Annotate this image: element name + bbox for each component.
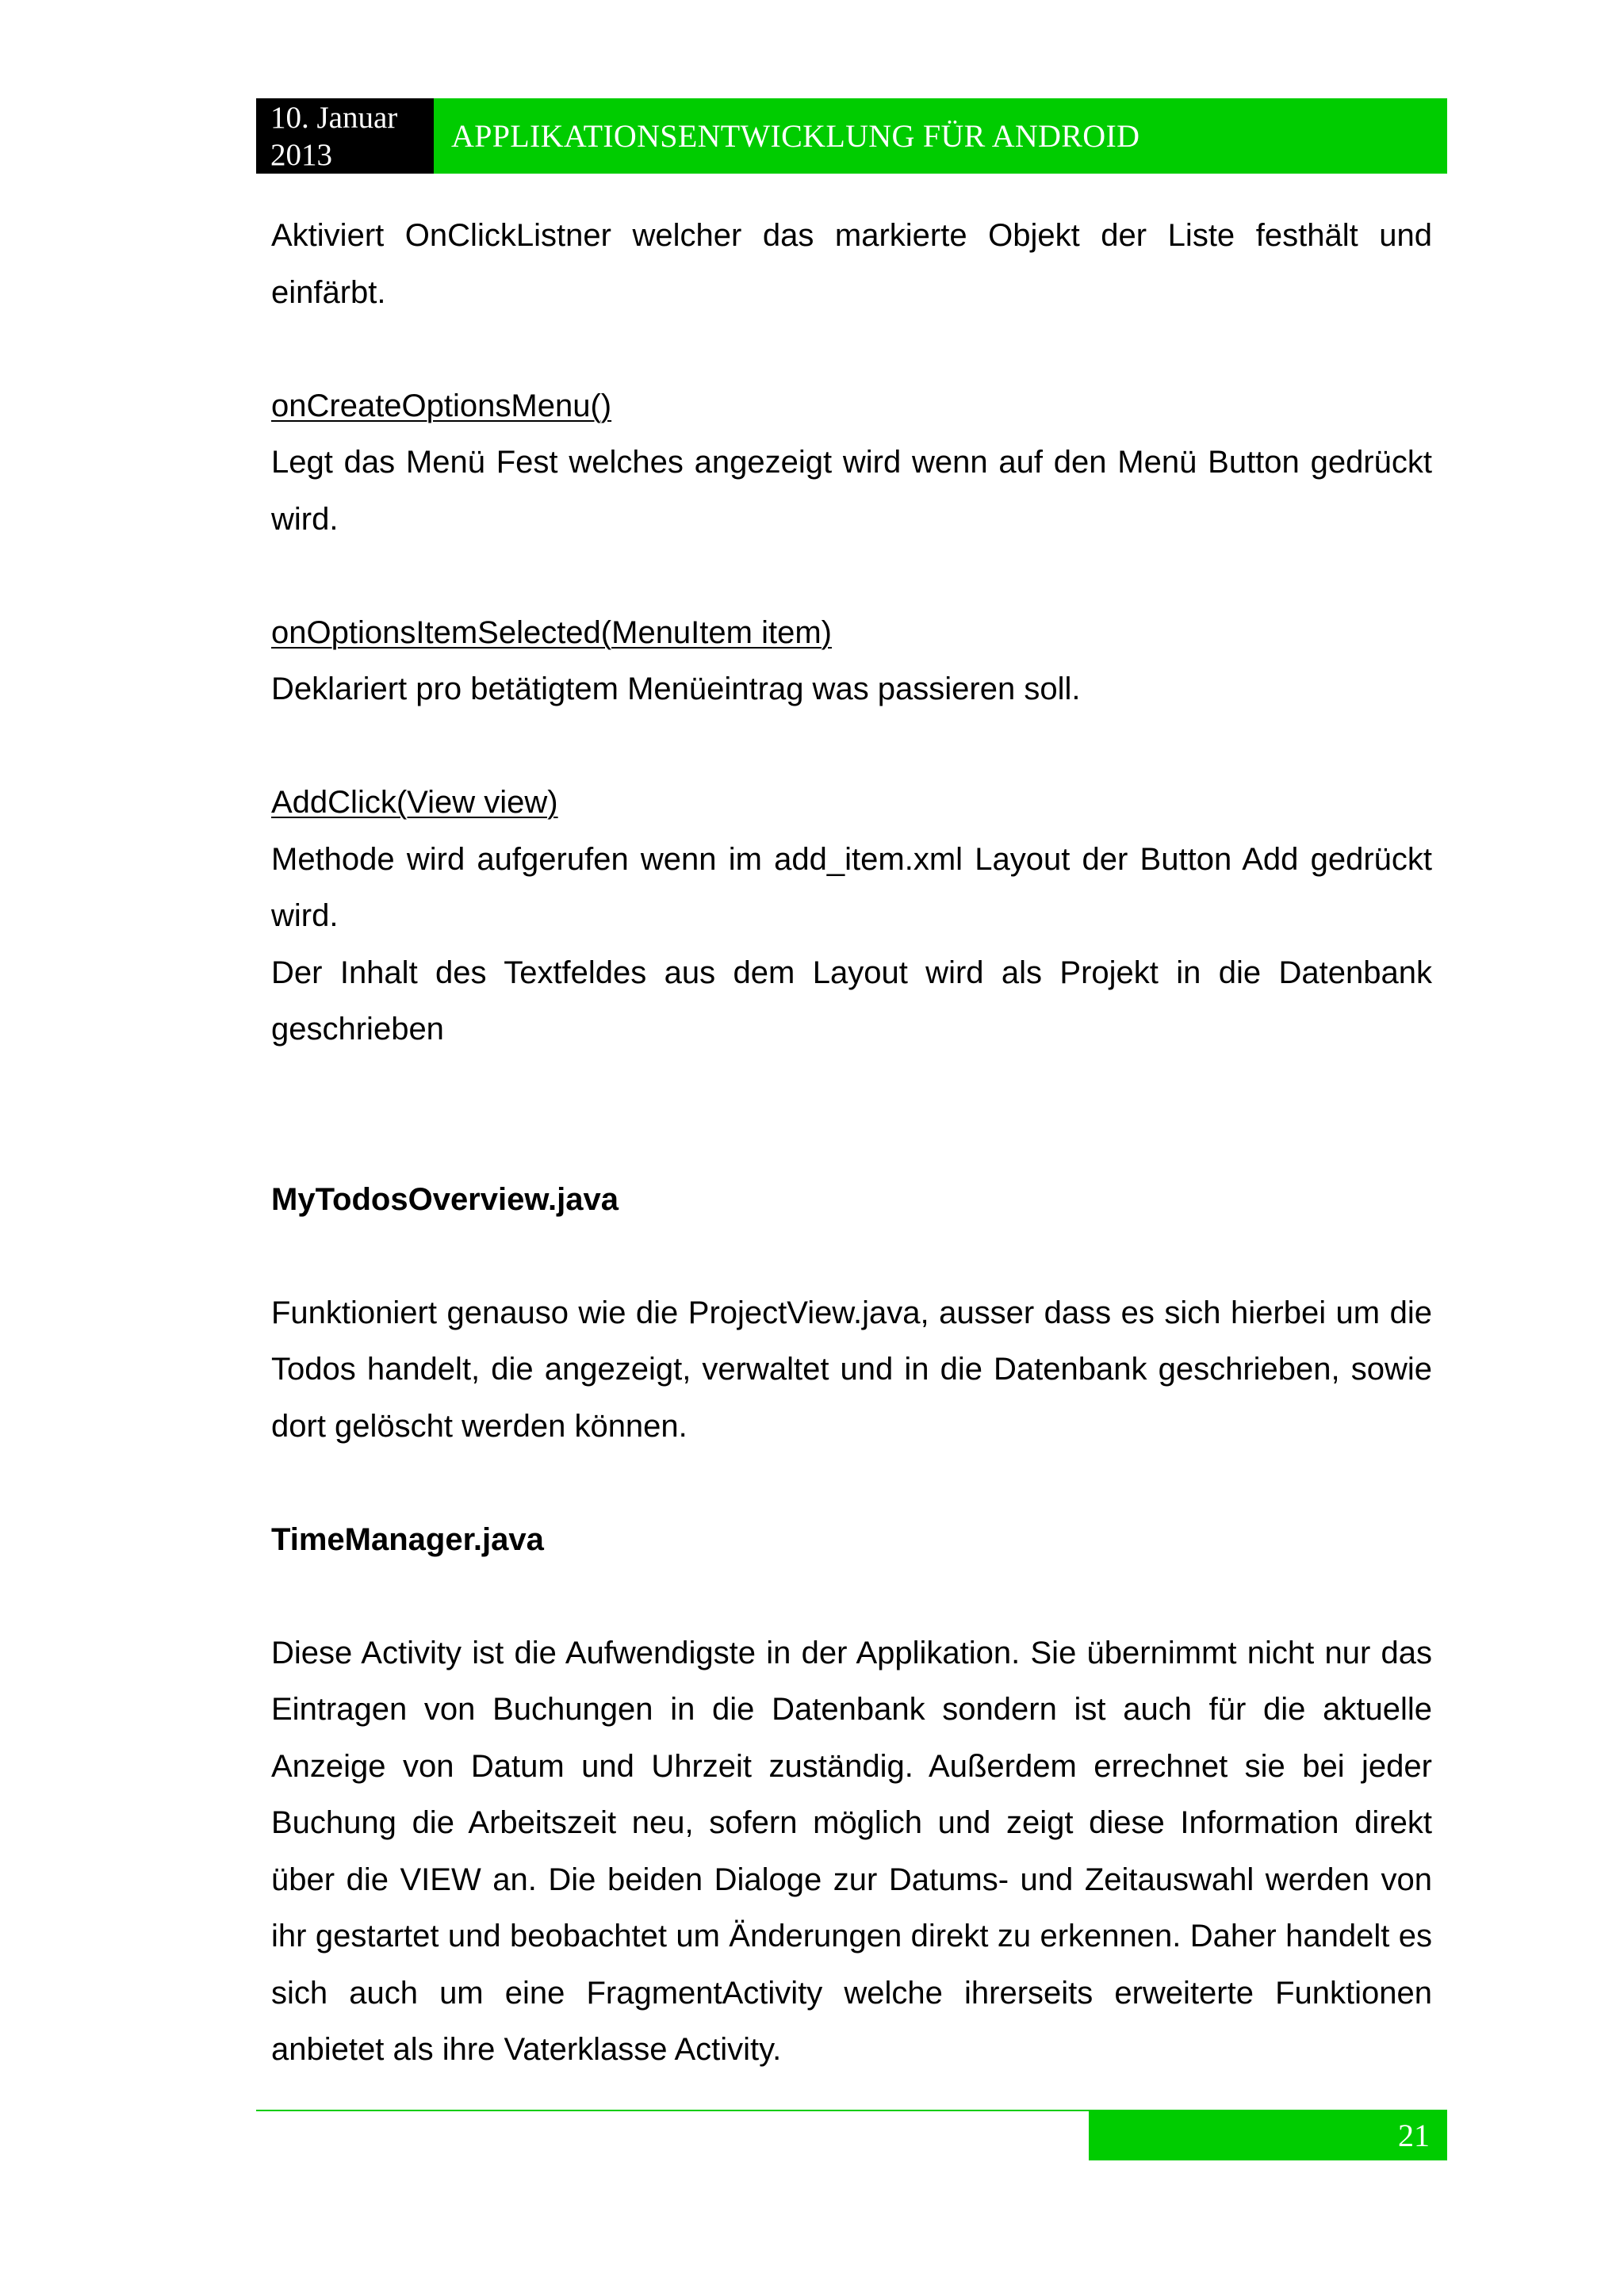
spacer — [271, 548, 1432, 605]
spacer — [271, 1058, 1432, 1172]
header-date-line2: 2013 — [270, 137, 332, 172]
intro-paragraph: Aktiviert OnClickListner welcher das markierte Objekt der Liste festhält und einfärbt. — [271, 218, 1432, 310]
section-text-timemanager: Diese Activity ist die Aufwendigste in der Applikation. Sie übernimmt nicht nur das Eintragen von Buchungen in die Datenbank sondern ist auch für die aktuelle Anzeige von Datum und Uhrzeit zuständig. Außerdem errechnet sie bei jeder Buchung die Arbeitszeit neu, sofern möglich und zeigt diese Information direkt über die VIEW an. Die beiden Dialoge zur Datums- und Zeitauswahl werden von ihr gestartet und beobachtet um Änderungen direkt zu erkennen. Daher handelt es sich auch um eine FragmentActivity welche ihrerseits erweiterte Funktionen anbietet als ihre Vaterklasse Activity. — [271, 1635, 1432, 2067]
method-addclick-description-2: Der Inhalt des Textfeldes aus dem Layout wird als Projekt in die Datenbank geschrieben — [271, 955, 1432, 1047]
page-number: 21 — [1398, 2117, 1430, 2153]
method-addclick-name: AddClick(View view) — [271, 785, 558, 820]
method-oncreateoptionsmenu-description: Legt das Menü Fest welches angezeigt wird wenn auf den Menü Button gedrückt wird. — [271, 445, 1432, 537]
method-addclick-description: Methode wird aufgerufen wenn im add_item.xml Layout der Button Add gedrückt wird. — [271, 841, 1432, 933]
spacer — [271, 1455, 1432, 1512]
method-onoptionsitemselected-description: Deklariert pro betätigtem Menüeintrag was passieren soll. — [271, 672, 1081, 706]
section-heading-mytodosoverview: MyTodosOverview.java — [271, 1181, 619, 1217]
section-text-mytodosoverview: Funktioniert genauso wie die ProjectView.java, ausser dass es sich hierbei um die Todos handelt, die angezeigt, verwaltet und in die Datenbank geschrieben, sowie dort gelöscht werden können. — [271, 1295, 1432, 1444]
page-header — [256, 98, 1447, 174]
spacer — [271, 1568, 1432, 1625]
header-date-line1: 10. Januar — [270, 100, 398, 135]
document-body — [271, 208, 1432, 2079]
page-number-box — [1089, 2110, 1447, 2160]
spacer — [271, 1228, 1432, 1285]
header-date — [256, 98, 434, 174]
header-title: APPLIKATIONSENTWICKLUNG FÜR ANDROID — [434, 98, 1447, 174]
section-heading-timemanager: TimeManager.java — [271, 1521, 544, 1557]
spacer — [271, 718, 1432, 775]
method-oncreateoptionsmenu-name: onCreateOptionsMenu() — [271, 388, 612, 423]
method-onoptionsitemselected-name: onOptionsItemSelected(MenuItem item) — [271, 614, 832, 650]
spacer — [271, 321, 1432, 378]
